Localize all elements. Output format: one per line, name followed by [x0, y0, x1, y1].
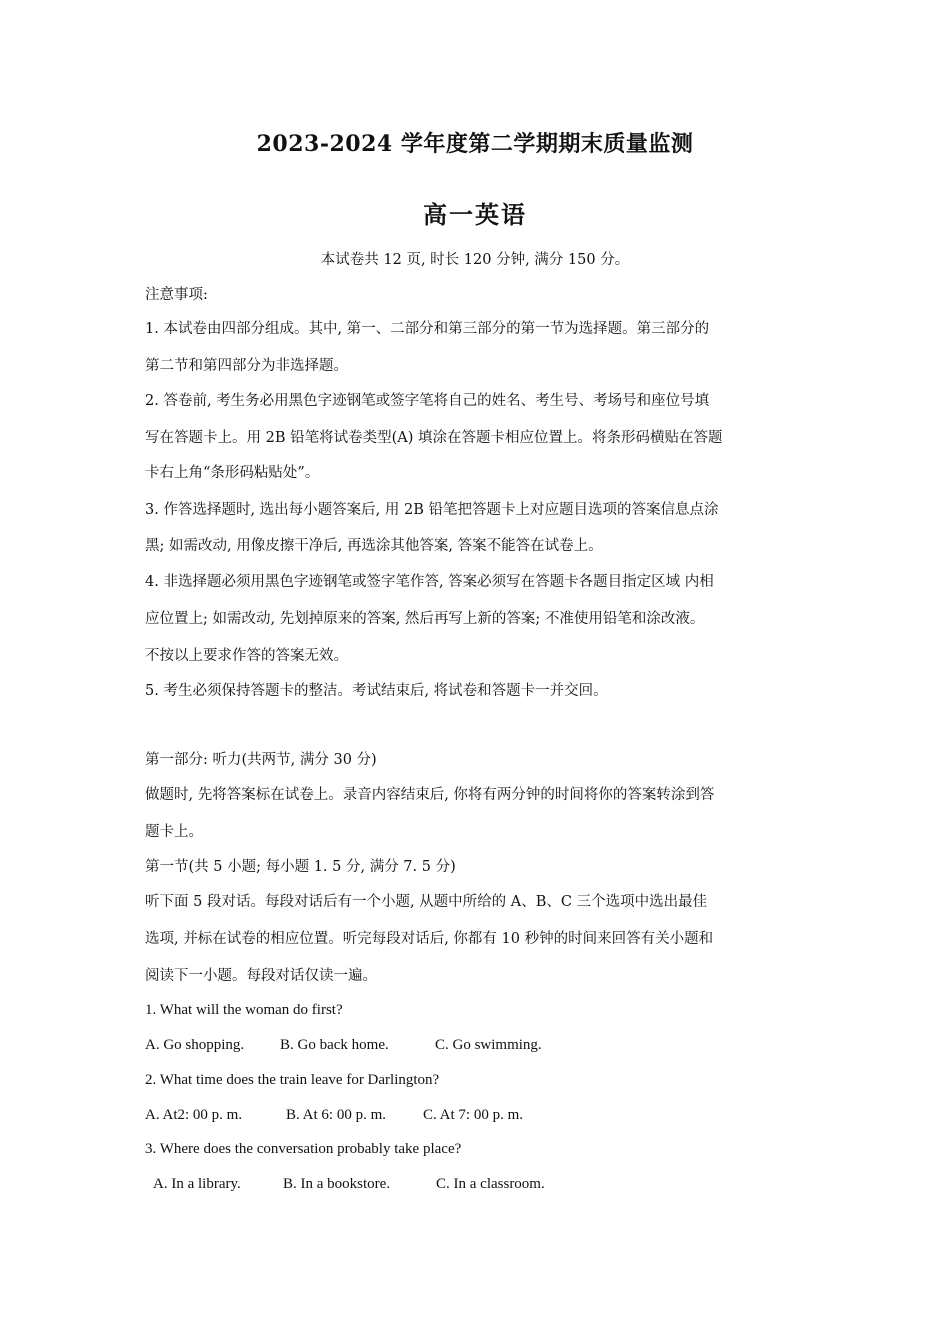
option-c: C. Go swimming.: [435, 1037, 542, 1053]
option-a: A. At2: 00 p. m.: [145, 1107, 243, 1123]
question-stem-1: 1. What will the woman do first?: [145, 1002, 343, 1018]
section1-line: 选项, 并标在试卷的相应位置。听完每段对话后, 你都有 10 秒钟的时间来回答有关小题和: [145, 931, 714, 947]
question-stem-3: 3. Where does the conversation probably take place?: [145, 1141, 462, 1157]
note-line: 3. 作答选择题时, 选出每小题答案后, 用 2B 铅笔把答题卡上对应题目选项的答案信息点涂: [145, 502, 719, 518]
note-line: 1. 本试卷由四部分组成。其中, 第一、二部分和第三部分的第一节为选择题。第三部分的: [145, 321, 710, 337]
note-line: 2. 答卷前, 考生务必用黑色字迹钢笔或签字笔将自己的姓名、考生号、考场号和座位号填: [145, 393, 710, 409]
part1-heading: 第一部分: 听力(共两节, 满分 30 分): [145, 752, 377, 768]
option-b: B. Go back home.: [280, 1037, 389, 1053]
note-line: 5. 考生必须保持答题卡的整洁。考试结束后, 将试卷和答题卡一并交回。: [145, 683, 608, 699]
question-stem-2: 2. What time does the train leave for Darlington?: [145, 1072, 440, 1088]
note-line: 4. 非选择题必须用黑色字迹钢笔或签字笔作答, 答案必须写在答题卡各题目指定区域 内相: [145, 574, 714, 590]
note-line: 写在答题卡上。用 2B 铅笔将试卷类型(A) 填涂在答题卡相应位置上。将条形码横贴在答题: [145, 430, 723, 446]
exam-title: 2023-2024 学年度第二学期期末质量监测: [256, 131, 694, 157]
option-c: C. At 7: 00 p. m.: [423, 1107, 524, 1123]
question-options-3: [153, 1174, 818, 1194]
section1-line: 阅读下一小题。每段对话仅读一遍。: [145, 968, 377, 984]
part1-intro-line: 题卡上。: [145, 824, 203, 840]
subject-title: 高一英语: [423, 200, 527, 229]
note-line: 应位置上; 如需改动, 先划掉原来的答案, 然后再写上新的答案; 不准使用铅笔和涂改液。: [145, 611, 705, 627]
note-line: 黑; 如需改动, 用像皮擦干净后, 再选涂其他答案, 答案不能答在试卷上。: [145, 538, 603, 554]
exam-info: 本试卷共 12 页, 时长 120 分钟, 满分 150 分。: [320, 252, 630, 268]
note-line: 第二节和第四部分为非选择题。: [145, 358, 348, 374]
option-c: C. In a classroom.: [436, 1176, 545, 1192]
option-a: A. Go shopping.: [145, 1037, 245, 1053]
option-b: B. In a bookstore.: [283, 1176, 391, 1192]
option-b: B. At 6: 00 p. m.: [286, 1107, 387, 1123]
note-line: 卡右上角“条形码粘贴处”。: [145, 465, 320, 481]
note-line: 不按以上要求作答的答案无效。: [145, 648, 348, 664]
notes-heading: 注意事项:: [145, 287, 208, 303]
question-options-1: [145, 1035, 810, 1055]
option-a: A. In a library.: [153, 1176, 241, 1192]
section1-line: 听下面 5 段对话。每段对话后有一个小题, 从题中所给的 A、B、C 三个选项中选出最佳: [145, 894, 708, 910]
section1-heading: 第一节(共 5 小题; 每小题 1. 5 分, 满分 7. 5 分): [145, 859, 456, 875]
question-options-2: [145, 1105, 810, 1125]
part1-intro-line: 做题时, 先将答案标在试卷上。录音内容结束后, 你将有两分钟的时间将你的答案转涂到答: [145, 787, 715, 803]
